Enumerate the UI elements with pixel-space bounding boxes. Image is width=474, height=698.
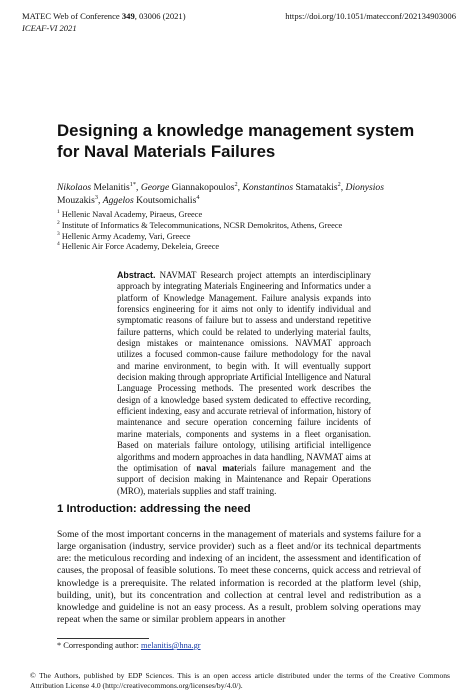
doi-link[interactable]: https://doi.org/10.1051/matecconf/202134903006 <box>285 11 456 21</box>
footnote <box>57 640 201 651</box>
author-last-name: Koutsomichalis <box>136 194 197 206</box>
affiliation-text: Institute of Informatics & Telecommunications, NCSR Demokritos, Athens, Greece <box>61 220 343 230</box>
volume-number: 349 <box>121 11 135 21</box>
author-last-name: Melanitis <box>93 182 130 193</box>
author-affiliation-mark: 2 <box>337 180 341 188</box>
author-affiliation-mark: 3 <box>94 193 98 201</box>
author-last-name: Giannakopoulos <box>171 182 235 193</box>
conference-name: ICEAF-VI 2021 <box>22 23 77 33</box>
running-header-left <box>22 10 186 34</box>
footnote-label: Corresponding author: <box>61 641 141 650</box>
author-last-name: Mouzakis <box>57 194 95 206</box>
affiliation-number: 1 <box>57 209 60 216</box>
corresponding-email-link[interactable]: melanitis@hna.gr <box>140 641 201 650</box>
affiliation-item <box>57 221 437 232</box>
affiliation-number: 4 <box>57 241 60 248</box>
license-notice: © The Authors, published by EDP Sciences. This is an open access article distributed under the terms of the Creative Commons Attribution License 4.0 (http://creativecommons.org/licenses/by/4.0/). <box>30 671 450 690</box>
author-affiliation-mark: 2 <box>234 180 238 188</box>
affiliation-item <box>57 210 437 221</box>
author-affiliation-mark: 4 <box>196 193 200 201</box>
affiliation-text: Hellenic Air Force Academy, Dekeleia, Greece <box>61 242 220 252</box>
abstract-text: NAVMAT Research project attempts an interdisciplinary approach by integrating Materials Engineering and Informatics under a platform of Knowledge Management. Failure analysis expands into forensics engineering for it aims not only to identify individual and symptomatic reasons of failure but to assess and understand repetitive failure patterns, which could be related to underlying material faults, design mistakes or maintenance omissions. NAVMAT approach utilizes a focused common-cause failure methodology for the naval and marine environment, to begin with. It will eventually support decision making through appropriate Artificial Intelligence and Natural Language Processing methods. The presented work describes the design of a knowledge based system dedicated to effective recording, efficient indexing, easy and accurate retrieval of information, history of maintenance and secure operation concerning failure incidents of marine materials, components and systems in a fleet organisation. Based on materials failure ontology, utilising artificial intelligence algorithms and modern approaches in data handling, NAVMAT aims at the optimisation of <box>117 270 371 473</box>
paper-title: Designing a knowledge management system for Naval Materials Failures <box>57 121 415 161</box>
affiliation-text: Hellenic Naval Academy, Piraeus, Greece <box>61 210 203 219</box>
author-first-name: Nikolaos <box>57 182 92 193</box>
affiliation-item <box>57 232 437 243</box>
affiliation-item <box>57 242 437 253</box>
footnote-divider <box>57 638 149 639</box>
author-list: Nikolaos Melanitis$^{1*}$, George Giannakopoulos$^2$, Konstantinos Stamatakis$^2$, Dionysios Mouzakis$^3$, Aggelos Koutsomichalis$^4$ <box>57 180 384 206</box>
affiliation-list <box>57 210 437 253</box>
affiliation-number: 3 <box>57 230 60 237</box>
author-first-name: Dionysios <box>345 182 384 193</box>
footnote-mark: * <box>57 641 62 650</box>
abstract-bold-mat: mat <box>222 462 238 473</box>
affiliation-text: Hellenic Army Academy, Vari, Greece <box>61 231 191 241</box>
affiliation-number: 2 <box>57 220 60 226</box>
abstract <box>117 270 371 497</box>
abstract-label: Abstract. <box>117 270 156 280</box>
author-first-name: Konstantinos <box>242 182 294 193</box>
abstract-text: erials failure management and the support of decision making in Maintenance and Repair Operations (MRO), materials supplies and staff training. <box>117 462 371 496</box>
article-number: , 03006 (2021) <box>134 11 186 21</box>
abstract-bold-nav: nav <box>196 462 211 473</box>
section-body-text: Some of the most important concerns in the management of materials and systems failure for a large organisation (industry, service provider) such as a fleet and/or its technical departments are: the meticulous recording and indexing of an incident, the assessment and identification of causes, the proposal of feasible solutions. To meet these concerns, quick access and retrieval of knowledge is a prerequisite. The related information is recorded at the platform level (ship, building, unit), but its concentration and collection at central level and redistribution as a knowledge and guideline is not an easy process. As a result, problem solving operations may repeat when the same or similar problem appears in another <box>57 529 421 626</box>
author-affiliation-mark: 1* <box>129 180 137 188</box>
author-last-name: Stamatakis <box>295 182 338 193</box>
author-first-name: Aggelos <box>102 194 134 206</box>
abstract-text: al <box>210 462 223 473</box>
journal-name: MATEC Web of Conference <box>22 11 122 21</box>
section-heading: 1 Introduction: addressing the need <box>57 503 251 515</box>
author-first-name: George <box>140 182 170 193</box>
